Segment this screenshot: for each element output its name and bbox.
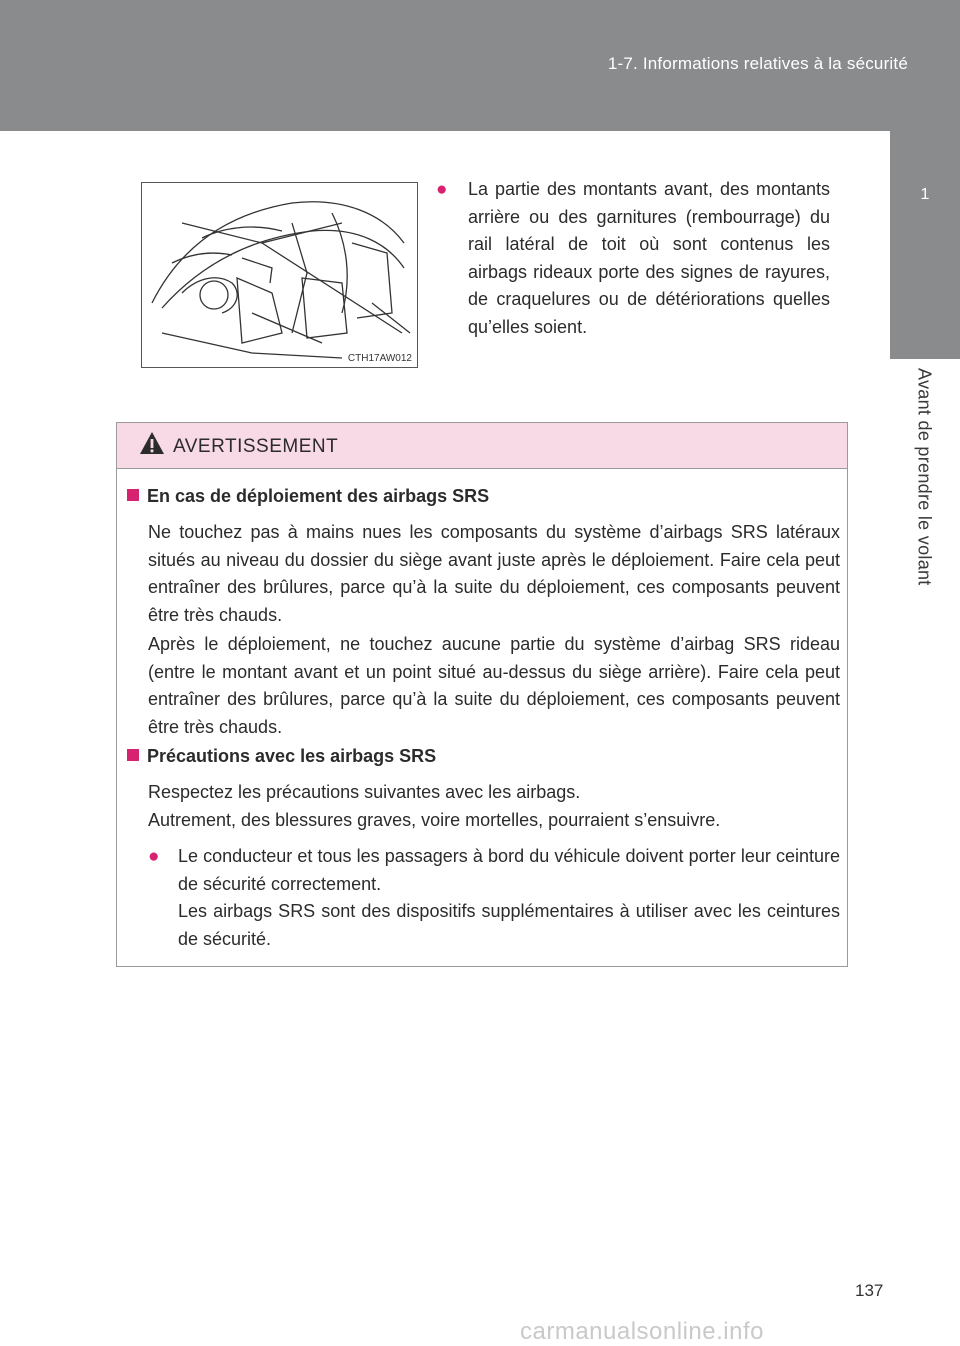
page-number: 137	[855, 1281, 884, 1300]
bullet-dot-icon: ●	[436, 179, 448, 200]
watermark: carmanualsonline.info	[520, 1318, 764, 1345]
section-heading-deployment	[127, 483, 837, 511]
seatbelt-bullet	[148, 843, 840, 953]
square-bullet-icon	[127, 749, 139, 761]
airbag-illustration	[141, 182, 418, 368]
figure-code: CTH17AW012	[347, 353, 412, 364]
precautions-consequence-line: Autrement, des blessures graves, voire mortelles, pourraient s’ensuivre.	[148, 809, 721, 830]
paragraph-side-airbags: Ne touchez pas à mains nues les composants du système d’airbags SRS latéraux situés au niveau du dossier du siège avant juste après le déploiement. Faire cela peut entraîner des brûlures, parce qu’à la suite du déploiement, ces composants peuvent être très chauds.	[148, 522, 840, 625]
chapter-label-container	[894, 368, 954, 613]
warning-box	[116, 422, 848, 967]
section-heading-text: Précautions avec les airbags SRS	[147, 746, 437, 766]
section-title: 1-7. Informations relatives à la sécurité	[607, 54, 908, 73]
seatbelt-bullet-text	[178, 843, 840, 953]
section-heading-precautions	[127, 743, 837, 771]
chapter-number: 1	[920, 186, 930, 203]
precautions-line: Respectez les précautions suivantes avec les airbags.	[148, 782, 581, 802]
warning-header	[117, 423, 847, 469]
chapter-label: Avant de prendre le volant	[914, 368, 935, 586]
top-bullet	[436, 176, 830, 341]
top-bullet-text: La partie des montants avant, des montants arrière ou des garnitures (rembourrage) du rail latéral de toit où sont contenus les airbags rideaux porte des signes de rayures, de craquelures ou de détériorations quelles qu’elles soient.	[468, 179, 830, 337]
bullet-dot-icon: ●	[148, 846, 160, 867]
chapter-tab	[890, 131, 960, 359]
supplemental-line: Les airbags SRS sont des dispositifs supplémentaires à utiliser avec les ceintures de sécurité.	[178, 901, 840, 949]
section-heading-text: En cas de déploiement des airbags SRS	[147, 486, 490, 506]
warning-triangle-icon	[139, 431, 165, 455]
paragraph-curtain-airbags: Après le déploiement, ne touchez aucune partie du système d’airbag SRS rideau (entre le montant avant et un point situé au-dessus du siège arrière). Faire cela peut entraîner des brûlures, parce qu’à la suite du déploiement, ces composants peuvent être très chauds.	[148, 634, 840, 737]
paragraph-precautions	[148, 779, 840, 834]
seatbelt-line: Le conducteur et tous les passagers à bord du véhicule doivent porter leur ceinture de sécurité correctement.	[178, 846, 840, 894]
square-bullet-icon	[127, 489, 139, 501]
page-header	[0, 0, 960, 131]
warning-title: AVERTISSEMENT	[173, 436, 339, 457]
car-interior-drawing	[142, 183, 419, 369]
